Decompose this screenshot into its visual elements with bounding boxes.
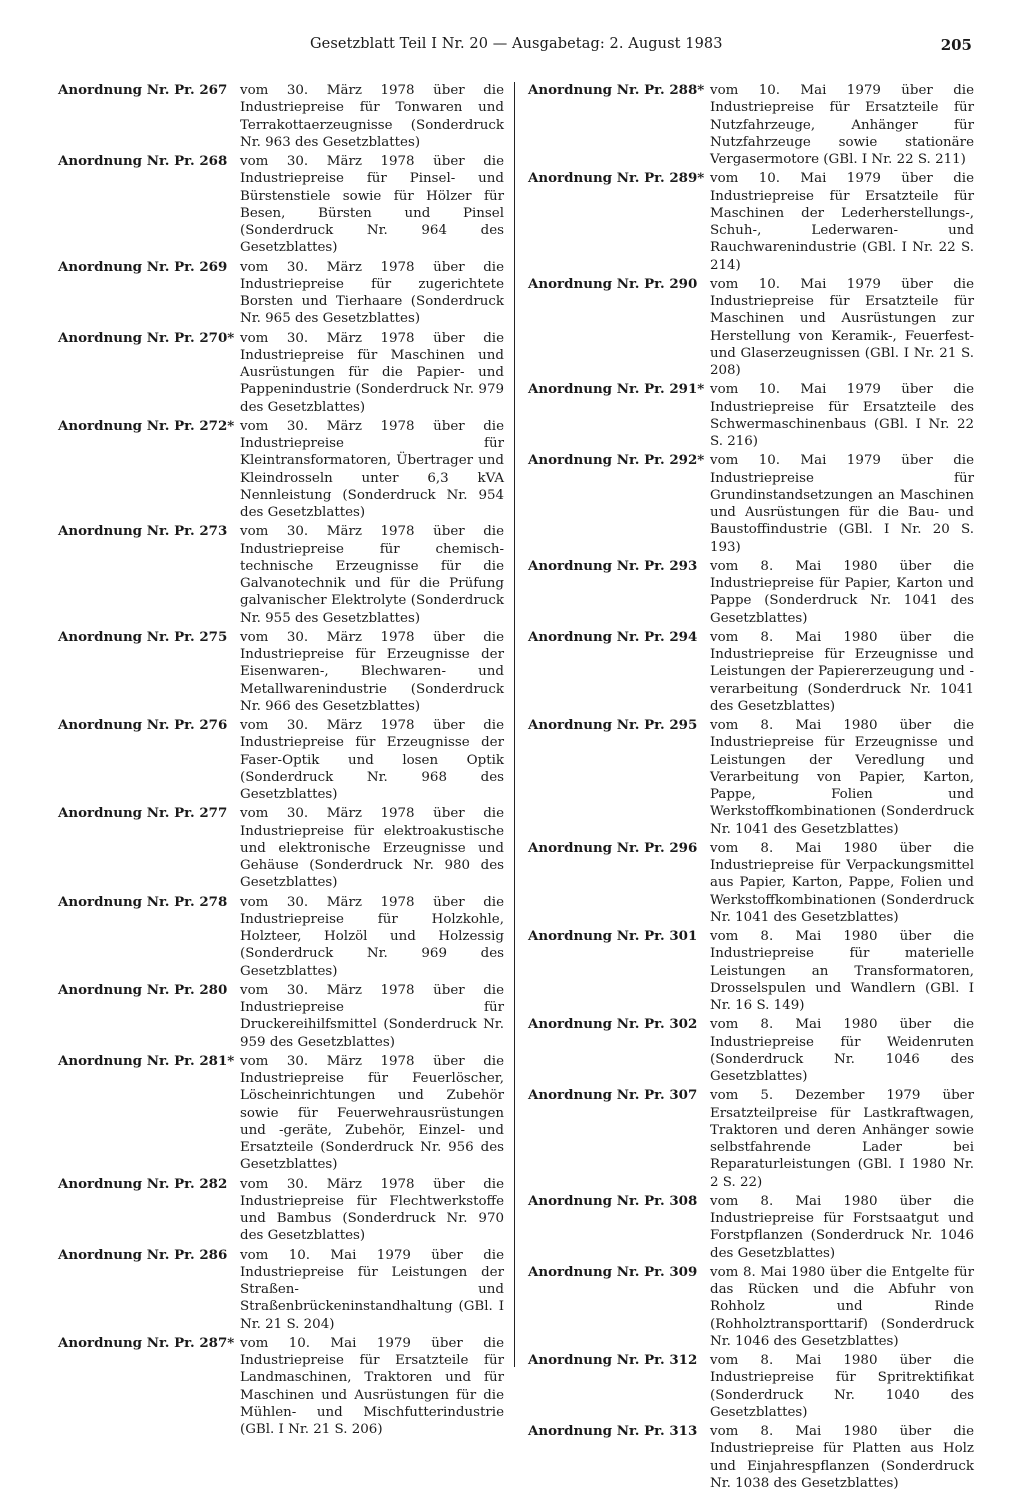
entry-label: Anordnung Nr. Pr. 272* (58, 417, 235, 434)
anordnung-entry (58, 1176, 504, 1245)
entry-label: Anordnung Nr. Pr. 290 (528, 275, 698, 292)
anordnung-entry (528, 82, 974, 168)
anordnung-entry (58, 153, 504, 257)
entry-text: vom 5. Dezember 1979 über Ersatzteilpreise für Lastkraftwagen, Traktoren und deren Anhänger sowie selbstfahrende Lader bei Reparaturleistungen (GBl. I 1980 Nr. 2 S. 22) (710, 1088, 974, 1190)
entry-label: Anordnung Nr. Pr. 282 (58, 1175, 228, 1192)
entry-label: Anordnung Nr. Pr. 277 (58, 805, 228, 822)
entry-label: Anordnung Nr. Pr. 289* (528, 170, 705, 187)
anordnung-entry (528, 1016, 974, 1085)
entry-label: Anordnung Nr. Pr. 286 (58, 1246, 228, 1263)
entry-text: vom 30. März 1978 über die Industriepreise für Flechtwerkstoffe und Bambus (Sonderdruck Nr. 970 des Gesetzblattes) (240, 1176, 504, 1244)
entry-text: vom 8. Mai 1980 über die Industriepreise für Forstsaatgut und Forstpflanzen (Sonderdruck Nr. 1046 des Gesetzblattes) (710, 1193, 974, 1261)
entry-label: Anordnung Nr. Pr. 302 (528, 1016, 698, 1033)
entry-text: vom 10. Mai 1979 über die Industriepreise für Grundinstandsetzungen an Maschinen und Ausrüstungen für die Bau- und Baustoffindustrie (GBl. I Nr. 20 S. 193) (710, 453, 974, 555)
entry-label: Anordnung Nr. Pr. 309 (528, 1263, 698, 1280)
entry-label: Anordnung Nr. Pr. 301 (528, 928, 698, 944)
entry-text: vom 8. Mai 1980 über die Industriepreise für Verpackungsmittel aus Papier, Karton, Pappe, Folien und Werkstoffkombinationen (Sonderdruck Nr. 1041 des Gesetzblattes) (710, 840, 974, 925)
entry-text: vom 10. Mai 1979 über die Industriepreise für Ersatzteile für Landmaschinen, Traktoren und für Maschinen und Ausrüstungen für die Mühlen- und Mischfutterindustrie (GBl. I Nr. 21 S. 206) (240, 1335, 504, 1437)
entry-text: vom 8. Mai 1980 über die Entgelte für das Rücken und die Abfuhr von Rohholz und Rinde (Rohholztransporttarif) (Sonderdruck Nr. 1046 des Gesetzblattes) (710, 1264, 974, 1349)
entry-text: vom 10. Mai 1979 über die Industriepreise für Ersatzteile für Maschinen und Ausrüstungen zur Herstellung von Keramik-, Feuerfest- und Glaserzeugnissen (GBl. I Nr. 21 S. 208) (710, 276, 974, 378)
entry-text: vom 8. Mai 1980 über die Industriepreise für Weidenruten (Sonderdruck Nr. 1046 des Gesetzblattes) (710, 1017, 974, 1084)
entry-text: vom 10. Mai 1979 über die Industriepreise für Ersatzteile des Schwermaschinenbaus (GBl. I Nr. 22 S. 216) (710, 382, 974, 449)
entry-text: vom 8. Mai 1980 über die Industriepreise für Papier, Karton und Pappe (Sonderdruck Nr. 1041 des Gesetzblattes) (710, 558, 974, 626)
entry-label: Anordnung Nr. Pr. 312 (528, 1352, 698, 1368)
entry-text: vom 10. Mai 1979 über die Industriepreise für Leistungen der Straßen- und Straßenbrückeninstandhaltung (GBl. I Nr. 21 S. 204) (240, 1247, 504, 1332)
entry-label: Anordnung Nr. Pr. 296 (528, 839, 698, 856)
entry-label: Anordnung Nr. Pr. 280 (58, 981, 228, 998)
entry-label: Anordnung Nr. Pr. 295 (528, 717, 698, 733)
anordnung-entry (58, 805, 504, 891)
entry-text: vom 30. März 1978 über die Industriepreise für Holzkohle, Holzteer, Holzöl und Holzessig (Sonderdruck Nr. 969 des Gesetzblattes) (240, 894, 504, 979)
anordnung-entry (528, 558, 974, 627)
anordnung-entry (528, 170, 974, 274)
entry-text: vom 30. März 1978 über die Industriepreise für Erzeugnisse der Eisenwaren-, Blechwaren- und Metallwarenindustrie (Sonderdruck Nr. 966 des Gesetzblattes) (240, 629, 504, 714)
anordnung-entry (528, 1193, 974, 1262)
anordnung-entry (58, 629, 504, 715)
entry-text: vom 8. Mai 1980 über die Industriepreise für Spritrektifikat (Sonderdruck Nr. 1040 des Gesetzblattes) (710, 1353, 974, 1420)
anordnung-entry (528, 717, 974, 838)
right-column (528, 82, 974, 1492)
entry-text: vom 30. März 1978 über die Industriepreise für Druckereihilfsmittel (Sonderdruck Nr. 959 des Gesetzblattes) (240, 982, 504, 1050)
anordnung-entry (528, 276, 974, 380)
page-title: Gesetzblatt Teil I Nr. 20 — Ausgabetag: 2. August 1983 (310, 36, 723, 52)
anordnung-entry (58, 1053, 504, 1174)
anordnung-entry (58, 1247, 504, 1333)
entry-text: vom 10. Mai 1979 über die Industriepreise für Ersatzteile für Nutzfahrzeuge, Anhänger für Nutzfahrzeuge sowie stationäre Vergasermotore (GBl. I Nr. 22 S. 211) (710, 83, 974, 167)
entry-label: Anordnung Nr. Pr. 270* (58, 329, 235, 346)
entry-text: vom 30. März 1978 über die Industriepreise für elektroakustische und elektronische Erzeugnisse und Gehäuse (Sonderdruck Nr. 980 des Gesetzblattes) (240, 806, 504, 891)
anordnung-entry (528, 381, 974, 450)
anordnung-entry (58, 259, 504, 328)
entry-label: Anordnung Nr. Pr. 275 (58, 628, 228, 645)
entry-text: vom 30. März 1978 über die Industriepreise für zugerichtete Borsten und Tierhaare (Sonderdruck Nr. 965 des Gesetzblattes) (240, 259, 504, 327)
anordnung-entry (58, 894, 504, 980)
anordnung-entry (58, 523, 504, 627)
entry-label: Anordnung Nr. Pr. 292* (528, 452, 705, 469)
anordnung-entry (528, 1352, 974, 1421)
entry-text: vom 30. März 1978 über die Industriepreise für Erzeugnisse der Faser-Optik und losen Optik (Sonderdruck Nr. 968 des Gesetzblattes) (240, 718, 504, 802)
entry-label: Anordnung Nr. Pr. 276 (58, 717, 228, 733)
anordnung-entry (528, 1087, 974, 1191)
entry-text: vom 8. Mai 1980 über die Industriepreise für Erzeugnisse und Leistungen der Papiererzeugung und -verarbeitung (Sonderdruck Nr. 1041 des Gesetzblattes) (710, 629, 974, 714)
anordnung-entry (58, 717, 504, 803)
anordnung-entry (58, 982, 504, 1051)
entry-label: Anordnung Nr. Pr. 291* (528, 381, 705, 398)
entry-label: Anordnung Nr. Pr. 287* (58, 1334, 235, 1351)
page-number: 205 (940, 36, 972, 54)
entry-text: vom 30. März 1978 über die Industriepreise für Maschinen und Ausrüstungen für die Papier- und Pappenindustrie (Sonderdruck Nr. 979 des Gesetzblattes) (240, 330, 504, 415)
anordnung-entry (528, 452, 974, 556)
anordnung-entry (58, 418, 504, 522)
entry-label: Anordnung Nr. Pr. 273 (58, 523, 228, 540)
entry-text: vom 8. Mai 1980 über die Industriepreise für Erzeugnisse und Leistungen der Veredlung und Verarbeitung von Papier, Karton, Pappe, Folien und Werkstoffkombinationen (Sonderdruck Nr. 1041 des Gesetzblattes) (710, 718, 974, 837)
page-header (0, 36, 1024, 60)
entry-label: Anordnung Nr. Pr. 267 (58, 82, 228, 98)
entry-label: Anordnung Nr. Pr. 308 (528, 1192, 698, 1209)
entry-text: vom 30. März 1978 über die Industriepreise für Tonwaren und Terrakottaerzeugnisse (Sonderdruck Nr. 963 des Gesetzblattes) (240, 83, 504, 150)
anordnung-entry (58, 1335, 504, 1439)
entry-label: Anordnung Nr. Pr. 313 (528, 1423, 698, 1439)
entry-text: vom 8. Mai 1980 über die Industriepreise für Platten aus Holz und Einjahrespflanzen (Sonderdruck Nr. 1038 des Gesetzblattes) (710, 1424, 974, 1491)
entry-label: Anordnung Nr. Pr. 293 (528, 557, 698, 574)
entry-text: vom 8. Mai 1980 über die Industriepreise für materielle Leistungen an Transformatoren, Drosselspulen und Wandlern (GBl. I Nr. 16 S. 149) (710, 929, 974, 1013)
column-divider (514, 82, 515, 1367)
anordnung-entry (58, 82, 504, 151)
anordnung-entry (528, 840, 974, 926)
anordnung-entry (528, 629, 974, 715)
entry-label: Anordnung Nr. Pr. 278 (58, 893, 228, 910)
entry-text: vom 30. März 1978 über die Industriepreise für chemisch-technische Erzeugnisse für die Galvanotechnik und für die Prüfung galvanischer Elektrolyte (Sonderdruck Nr. 955 des Gesetzblattes) (240, 524, 504, 626)
entry-text: vom 30. März 1978 über die Industriepreise für Kleintransformatoren, Übertrager und Kleindrosseln unter 6,3 kVA Nennleistung (Sonderdruck Nr. 954 des Gesetzblattes) (240, 418, 504, 520)
entry-label: Anordnung Nr. Pr. 268 (58, 153, 228, 169)
entry-text: vom 30. März 1978 über die Industriepreise für Pinsel- und Bürstenstiele sowie für Hölzer für Besen, Bürsten und Pinsel (Sonderdruck Nr. 964 des Gesetzblattes) (240, 154, 504, 256)
entry-label: Anordnung Nr. Pr. 294 (528, 628, 698, 645)
anordnung-entry (528, 1423, 974, 1492)
left-column (58, 82, 504, 1438)
anordnung-entry (528, 1264, 974, 1350)
entry-label: Anordnung Nr. Pr. 269 (58, 258, 228, 275)
entry-label: Anordnung Nr. Pr. 288* (528, 82, 705, 98)
anordnung-entry (58, 330, 504, 416)
entry-label: Anordnung Nr. Pr. 281* (58, 1052, 235, 1069)
entry-label: Anordnung Nr. Pr. 307 (528, 1087, 698, 1104)
entry-text: vom 10. Mai 1979 über die Industriepreise für Ersatzteile für Maschinen der Lederherstellungs-, Schuh-, Lederwaren- und Rauchwarenindustrie (GBl. I Nr. 22 S. 214) (710, 171, 974, 273)
anordnung-entry (528, 928, 974, 1014)
entry-text: vom 30. März 1978 über die Industriepreise für Feuerlöscher, Löscheinrichtungen und Zubehör sowie für Feuerwehrausrüstungen und -geräte, Zubehör, Einzel- und Ersatzteile (Sonderdruck Nr. 956 des Gesetzblattes) (240, 1053, 504, 1173)
